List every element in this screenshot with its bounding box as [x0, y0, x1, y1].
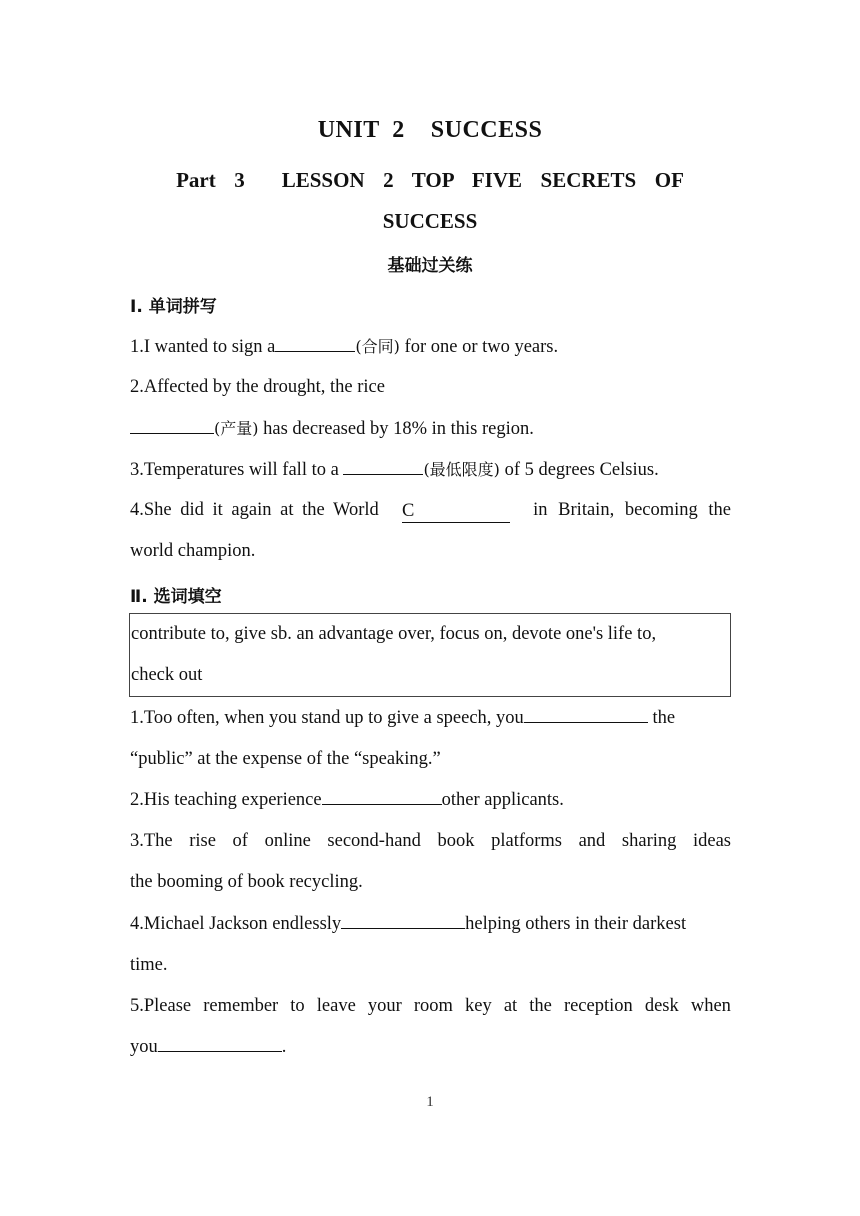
- s2-q3-w8: and: [578, 831, 606, 851]
- answer-blank[interactable]: [130, 415, 214, 434]
- s2-q5-w9: the: [529, 996, 552, 1016]
- s1-q3-text: 3.Temperatures will fall to a: [130, 460, 344, 480]
- s1-q4-text-end: in Britain, becoming the: [533, 500, 731, 520]
- section-2-heading: Ⅱ. 选词填空: [130, 587, 222, 607]
- s2-q5-w7: key: [465, 996, 492, 1016]
- s2-question-5-line1: [130, 986, 731, 1027]
- lesson-subtitle: [130, 160, 730, 242]
- answer-blank[interactable]: [343, 456, 423, 475]
- s2-question-4-line1: [130, 904, 731, 945]
- word-bank-line1: contribute to, give sb. an advantage over, focus on, devote one's life to,: [131, 624, 657, 644]
- lesson-subtitle-line2: SUCCESS: [382, 209, 478, 233]
- page-number: 1: [426, 1094, 434, 1110]
- s2-q2-text: 2.His teaching experience: [130, 790, 322, 810]
- s1-q4-text: 4.She did it again at the World: [130, 500, 379, 520]
- answer-blank[interactable]: [158, 1033, 282, 1052]
- s2-question-1-line2: “public” at the expense of the “speaking.”: [130, 749, 441, 769]
- s2-question-4-line2: time.: [130, 955, 168, 975]
- s2-question-3-line1: [130, 821, 731, 862]
- s2-q3-w6: book: [437, 831, 475, 851]
- s1-q4-blank-with-letter[interactable]: [402, 500, 510, 523]
- s1-question-2-line1: 2.Affected by the drought, the rice: [130, 377, 385, 397]
- s1-question-4-line1: [130, 490, 731, 531]
- s2-q3-w9: sharing: [621, 831, 677, 851]
- s2-q5-w3: to: [290, 996, 305, 1016]
- s1-question-2-line2: [130, 408, 731, 450]
- s1-q1-text-end: for one or two years.: [399, 337, 559, 357]
- unit-title: UNIT 2 SUCCESS: [317, 117, 543, 143]
- s2-q5-w6: room: [413, 996, 453, 1016]
- s2-q5-w12: when: [690, 996, 731, 1016]
- s1-q1-text: 1.I wanted to sign a: [130, 337, 276, 357]
- exercise-level-heading: 基础过关练: [387, 256, 473, 276]
- answer-blank[interactable]: [524, 704, 648, 723]
- s2-q3-w1: 3.The: [130, 831, 173, 851]
- s2-question-1-line1: [130, 698, 731, 739]
- s2-q5-text: you: [130, 1037, 158, 1057]
- s2-q5-w1: 5.Please: [130, 996, 192, 1016]
- s1-question-1: [130, 326, 731, 368]
- s2-question-2: [130, 780, 731, 821]
- s2-q5-w10: reception: [563, 996, 633, 1016]
- answer-blank[interactable]: [341, 910, 465, 929]
- s2-q2-text-end: other applicants.: [441, 790, 564, 810]
- s2-q4-text: 4.Michael Jackson endlessly: [130, 914, 342, 934]
- s2-q3-w2: rise: [189, 831, 216, 851]
- word-bank-line2: check out: [131, 665, 203, 685]
- word-bank-box: [129, 613, 731, 697]
- s2-q3-w4: online: [264, 831, 311, 851]
- s1-q1-hint: (合同): [355, 337, 400, 356]
- s1-q4-first-letter: C: [401, 501, 415, 521]
- s1-question-3: [130, 449, 731, 491]
- s2-question-3-line2: the booming of book recycling.: [130, 872, 363, 892]
- answer-blank[interactable]: [275, 333, 355, 352]
- s1-question-4-line2: world champion.: [130, 541, 256, 561]
- lesson-subtitle-line1: Part 3 LESSON 2 TOP FIVE SECRETS OF: [176, 168, 684, 192]
- answer-blank[interactable]: [322, 786, 442, 805]
- s2-q1-text-end: the: [647, 708, 676, 728]
- s2-q5-text-end: .: [281, 1037, 287, 1057]
- s2-q3-w10: ideas: [692, 831, 731, 851]
- s2-q5-w8: at: [503, 996, 518, 1016]
- s1-q3-hint: (最低限度): [423, 460, 500, 479]
- s2-q5-w2: remember: [203, 996, 279, 1016]
- s1-q3-text-end: of 5 degrees Celsius.: [499, 460, 659, 480]
- s2-q5-w5: your: [367, 996, 402, 1016]
- s2-q5-w11: desk: [644, 996, 679, 1016]
- s2-q5-w4: leave: [316, 996, 356, 1016]
- section-1-heading: Ⅰ. 单词拼写: [130, 297, 217, 317]
- s2-q1-text: 1.Too often, when you stand up to give a speech, you: [130, 708, 524, 728]
- s2-q3-w3: of: [232, 831, 248, 851]
- s1-q2-hint: (产量): [214, 419, 259, 438]
- s2-q3-w5: second-hand: [327, 831, 421, 851]
- s2-q3-w7: platforms: [491, 831, 562, 851]
- s2-question-5-line2: [130, 1027, 731, 1068]
- s2-q4-text-end: helping others in their darkest: [465, 914, 687, 934]
- s1-q2-text-end: has decreased by 18% in this region.: [258, 419, 534, 439]
